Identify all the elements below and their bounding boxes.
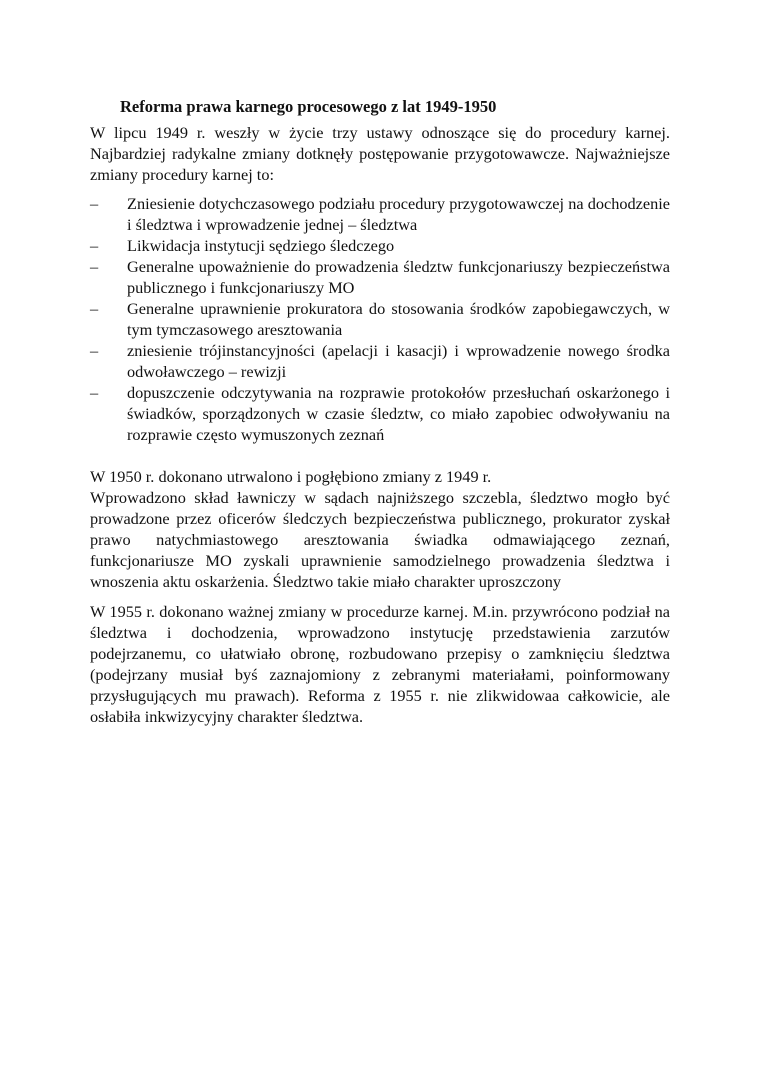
list-item-text: Generalne upoważnienie do prowadzenia śledztw funkcjonariuszy bezpieczeństwa publicznego i funkcjonariuszy MO [127, 257, 670, 297]
list-item-text: dopuszczenie odczytywania na rozprawie protokołów przesłuchań oskarżonego i świadków, sporządzonych w czasie śledztw, co miało zapobiec odwoływaniu na rozprawie często wymuszonych zeznań [127, 383, 670, 444]
list-item [90, 340, 670, 382]
paragraph-1950-details: Wprowadzono skład ławniczy w sądach najniższego szczebla, śledztwo mogło być prowadzone przez oficerów śledczych bezpieczeństwa publicznego, prokurator zyskał prawo natychmiastowego aresztowania świadka odmawiającego zeznań, funkcjonariusze MO zyskali uprawnienie samodzielnego prowadzenia śledztwa i wnoszenia aktu oskarżenia. Śledztwo takie miało charakter uproszczony [90, 488, 670, 591]
spacer [90, 592, 670, 601]
bullet-dash: – [90, 341, 99, 360]
document-title: Reforma prawa karnego procesowego z lat 1949-1950 [120, 97, 497, 116]
list-item-text: Likwidacja instytucji sędziego śledczego [127, 236, 395, 255]
list-item [90, 382, 670, 445]
changes-list [90, 193, 670, 445]
list-item [90, 256, 670, 298]
list-item [90, 298, 670, 340]
bullet-dash: – [90, 299, 99, 318]
list-item [90, 235, 670, 256]
list-item [90, 193, 670, 235]
paragraph-1950-summary: W 1950 r. dokonano utrwalono i pogłębiono zmiany z 1949 r. [90, 467, 492, 486]
list-item-text: Zniesienie dotychczasowego podziału procedury przygotowawczej na dochodzenie i śledztwa i wprowadzenie jednej – śledztwa [127, 194, 670, 234]
document-page [90, 96, 670, 727]
bullet-dash: – [90, 257, 99, 276]
paragraph-1955: W 1955 r. dokonano ważnej zmiany w procedurze karnej. M.in. przywrócono podział na śledztwa i dochodzenia, wprowadzono instytucję przedstawienia zarzutów podejrzanemu, co ułatwiało obronę, rozbudowano przepisy o zamknięciu śledztwa (podejrzany musiał byś zaznajomiony z zebranymi materiałami, poinformowany przysługujących mu prawach). Reforma z 1955 r. nie zlikwidowaa całkowicie, ale osłabiła inkwizycyjny charakter śledztwa. [90, 602, 670, 726]
bullet-dash: – [90, 383, 99, 402]
list-item-text: Generalne uprawnienie prokuratora do stosowania środków zapobiegawczych, w tym tymczasowego aresztowania [127, 299, 670, 339]
bullet-dash: – [90, 194, 99, 213]
intro-paragraph: W lipcu 1949 r. weszły w życie trzy ustawy odnoszące się do procedury karnej. Najbardziej radykalne zmiany dotknęły postępowanie przygotowawcze. Najważniejsze zmiany procedury karnej to: [90, 123, 670, 184]
spacer [90, 445, 670, 466]
list-item-text: zniesienie trójinstancyjności (apelacji i kasacji) i wprowadzenie nowego środka odwoławczego – rewizji [127, 341, 670, 381]
bullet-dash: – [90, 236, 99, 255]
